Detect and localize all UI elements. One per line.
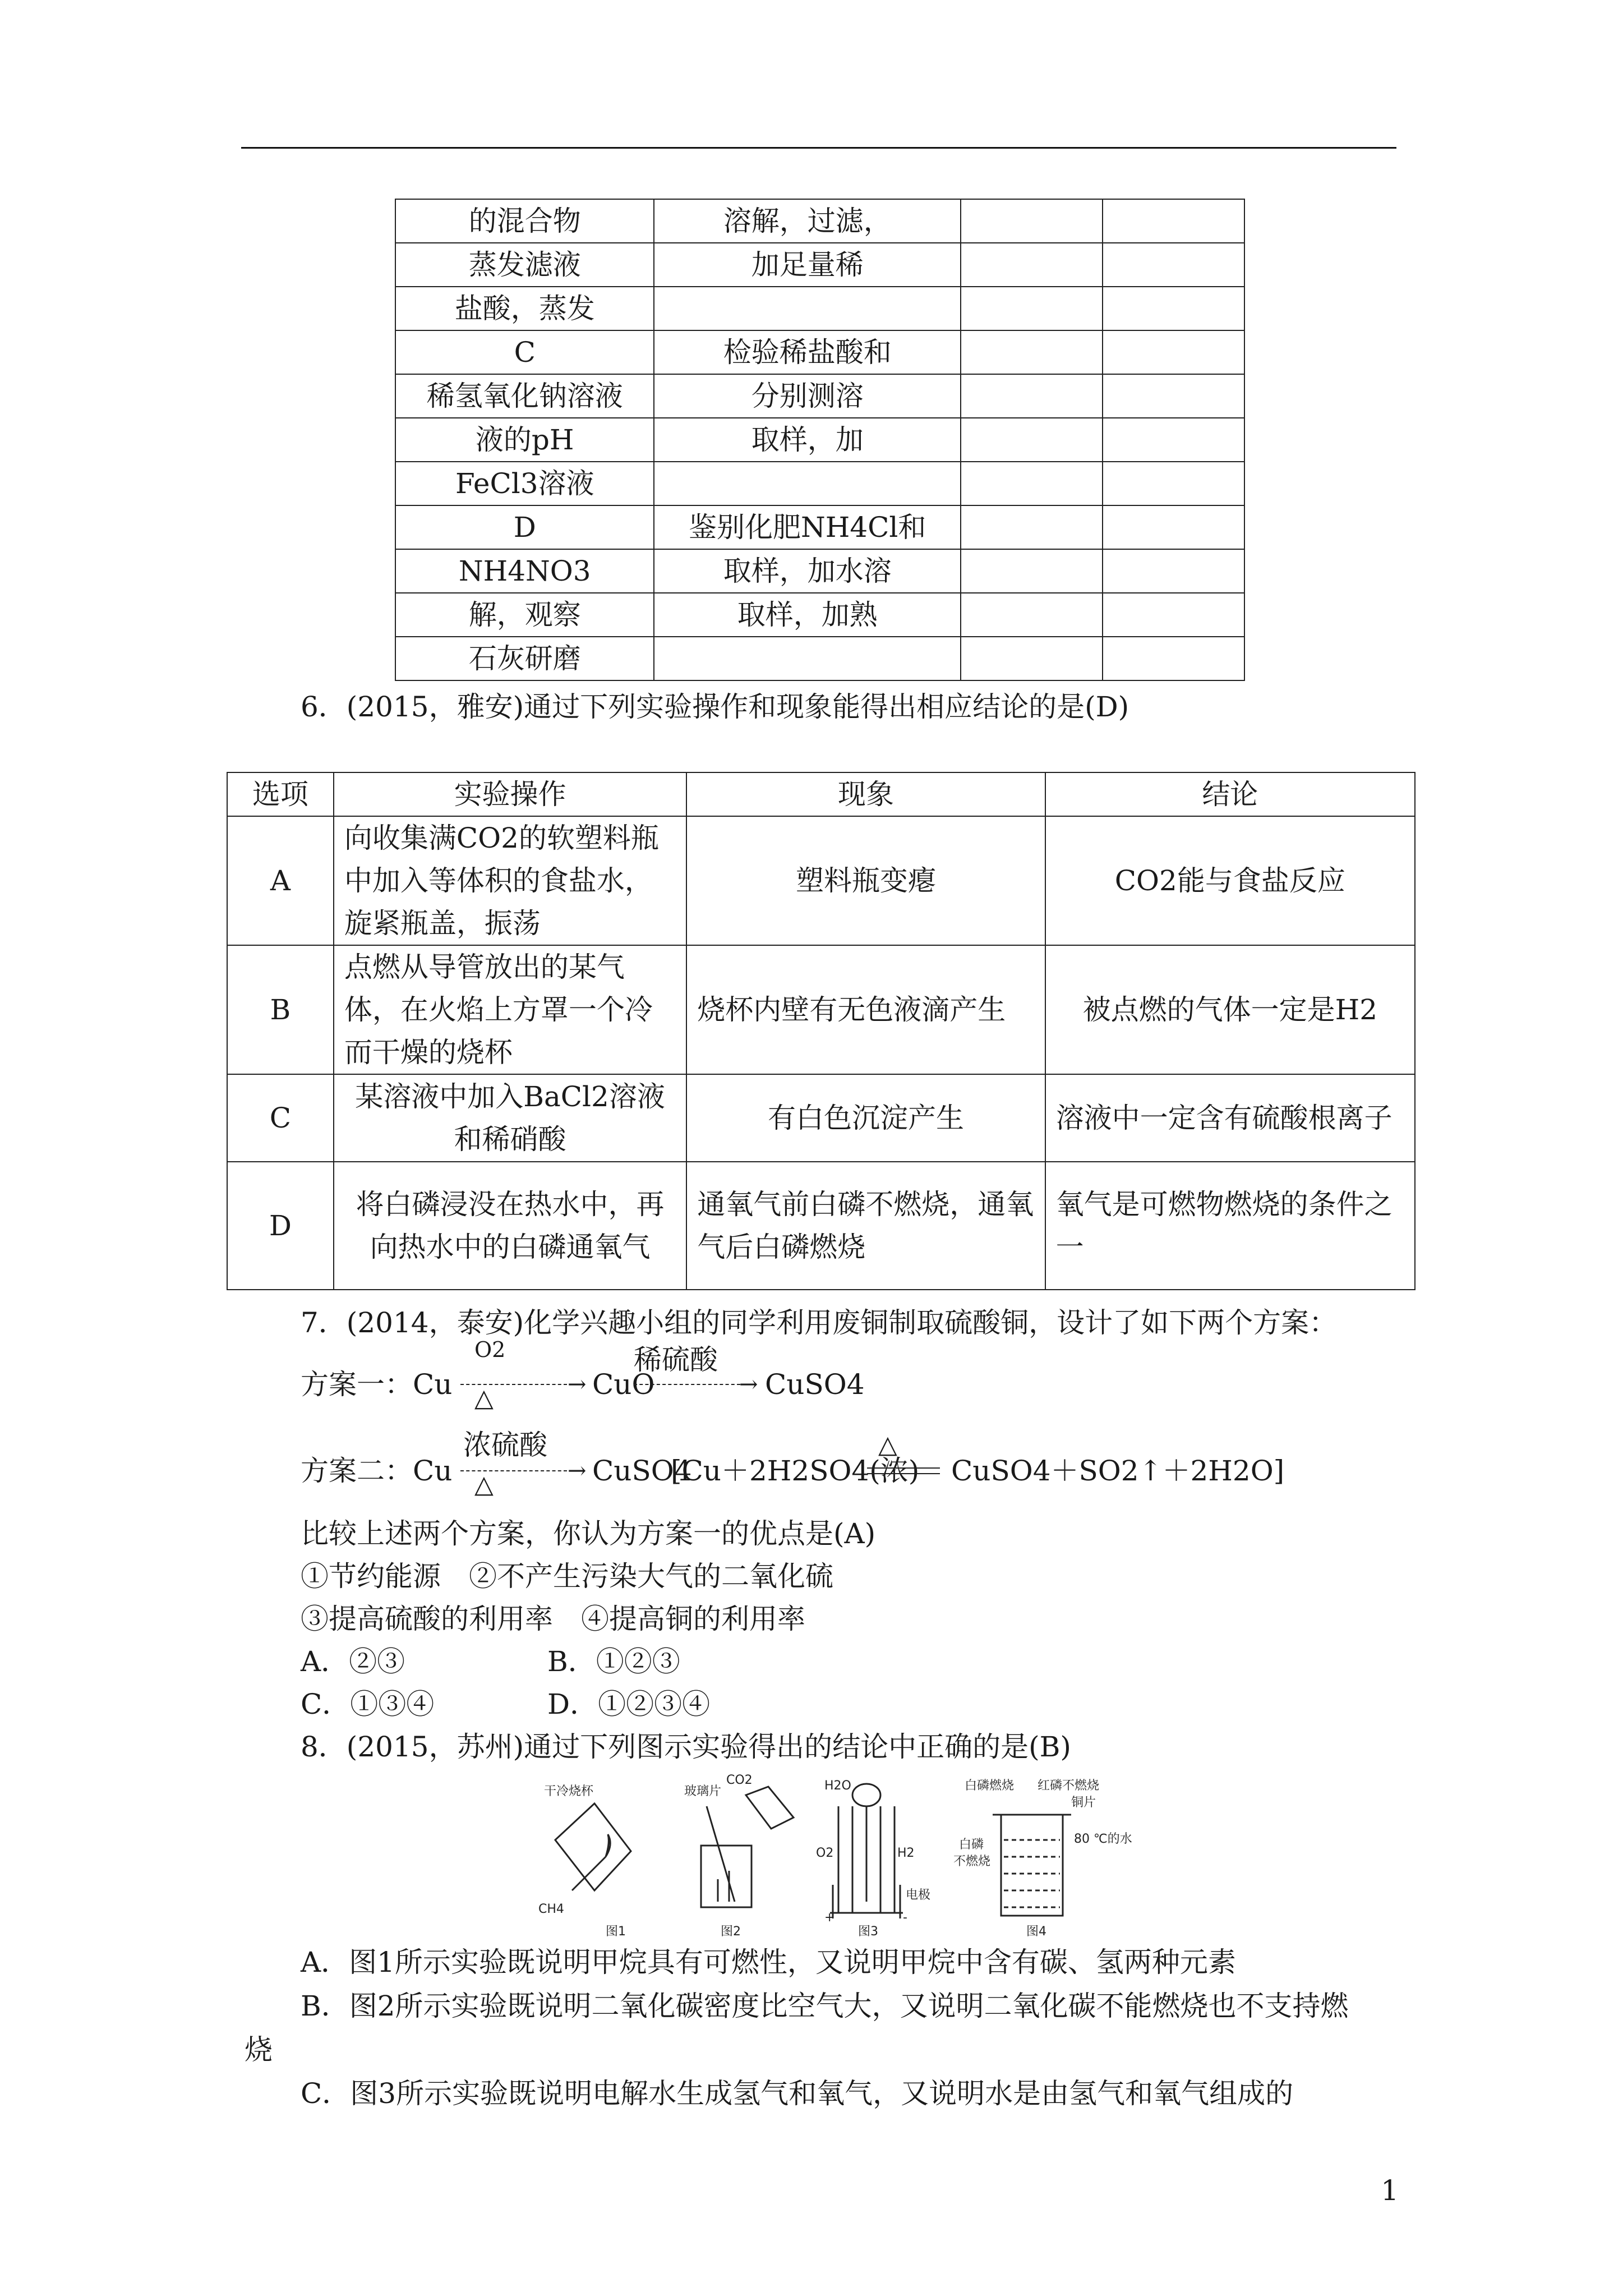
q8-option-c: C．图3所示实验既说明电解水生成氢气和氧气，又说明水是由氢气和氧气组成的	[301, 2077, 1294, 2110]
q7-plan1-mid: CuO	[592, 1368, 655, 1401]
q6-table	[227, 772, 1415, 1290]
fig2-apparatus-shape	[701, 1787, 794, 1907]
table-cell: 取样，加	[654, 418, 960, 462]
continuation-table	[395, 199, 1245, 681]
table-cell	[1103, 330, 1244, 374]
fig2-glass-label: 玻璃片	[684, 1784, 722, 1798]
fig2-gas-label: CO2	[726, 1773, 753, 1787]
table-cell: 取样，加水溶	[654, 549, 960, 593]
arrow-icon: →	[568, 1458, 587, 1484]
table-cell: 取样，加熟	[654, 593, 960, 637]
q7-plan2-cond-bottom: △	[474, 1470, 494, 1499]
eq-line-top	[867, 1467, 940, 1469]
table-cell	[961, 505, 1103, 549]
q6-row-conclusion: 溶液中一定含有硫酸根离子	[1045, 1074, 1415, 1162]
q7-plan2-eq-left: [Cu＋2H2SO4(浓)	[671, 1455, 920, 1487]
table-cell	[1103, 418, 1244, 462]
table-cell	[654, 462, 960, 505]
q6-row-conclusion: 被点燃的气体一定是H2	[1045, 945, 1415, 1074]
q7-plan1	[301, 1337, 1142, 1419]
table-cell: C	[395, 330, 654, 374]
table-cell: 液的pH	[395, 418, 654, 462]
fig4-water-label: 80 ℃的水	[1074, 1832, 1132, 1846]
table-cell: 鉴别化肥NH4Cl和	[654, 505, 960, 549]
table-cell: 石灰研磨	[395, 637, 654, 680]
fig4-rp-label: 红磷不燃烧	[1038, 1779, 1100, 1793]
q7-plan2-eq-right: CuSO4＋SO2↑＋2H2O]	[951, 1455, 1285, 1487]
table-cell	[1103, 287, 1244, 330]
q6-row-phenomenon: 通氧气前白磷不燃烧，通氧气后白磷燃烧	[686, 1162, 1045, 1290]
arrow-icon: →	[739, 1372, 758, 1397]
table-cell	[1103, 243, 1244, 287]
q7-plan2-cond-top: 浓硫酸	[463, 1429, 547, 1461]
q7-plan2-product: CuSO4	[592, 1455, 692, 1487]
table-cell: 解，观察	[395, 593, 654, 637]
eq-line-bottom	[867, 1473, 940, 1474]
q8-stem: 8．(2015，苏州)通过下列图示实验得出的结论中正确的是(B)	[301, 1731, 1071, 1763]
table-row	[395, 549, 1244, 593]
fig1-caption: 图1	[606, 1925, 626, 1939]
q6-row-conclusion: CO2能与食盐反应	[1045, 816, 1415, 945]
table-cell	[961, 199, 1103, 243]
table-cell	[1103, 505, 1244, 549]
table-cell: FeCl3溶液	[395, 462, 654, 505]
fig3-apparatus-shape	[830, 1784, 903, 1918]
q7-plan2-eq-cond: △	[878, 1430, 897, 1459]
table-cell	[961, 330, 1103, 374]
header-rule	[241, 147, 1396, 149]
q7-points1: ①节约能源 ②不产生污染大气的二氧化硫	[301, 1560, 833, 1593]
table-cell: 加足量稀	[654, 243, 960, 287]
table-cell: 盐酸，蒸发	[395, 287, 654, 330]
table-row	[395, 287, 1244, 330]
table-cell	[961, 549, 1103, 593]
table-cell	[961, 418, 1103, 462]
q6-row-phenomenon: 塑料瓶变瘪	[686, 816, 1045, 945]
table-cell	[654, 287, 960, 330]
q7-plan1-product: CuSO4	[765, 1368, 865, 1401]
table-cell	[1103, 374, 1244, 418]
table-row	[395, 462, 1244, 505]
q7-plan2-label: 方案二：Cu	[301, 1455, 453, 1487]
q6-header-conclusion: 结论	[1045, 772, 1415, 816]
fig4-wp-label: 白磷	[959, 1838, 984, 1852]
table-row	[395, 199, 1244, 243]
q7-plan1-cond-bottom: △	[474, 1384, 494, 1412]
fig3-electrode-label: 电极	[906, 1888, 931, 1902]
arrow-icon: →	[568, 1372, 587, 1397]
table-cell: 检验稀盐酸和	[654, 330, 960, 374]
q7-plan1-reagent2: 稀硫酸	[634, 1343, 718, 1376]
table-cell	[1103, 637, 1244, 680]
table-cell	[961, 637, 1103, 680]
table-cell	[961, 243, 1103, 287]
table-cell	[961, 462, 1103, 505]
table-cell	[1103, 462, 1244, 505]
table-row	[395, 243, 1244, 287]
table-cell: 的混合物	[395, 199, 654, 243]
fig4-beaker-shape	[993, 1815, 1071, 1916]
q6-row-operation: 某溶液中加入BaCl2溶液和稀硝酸	[334, 1074, 686, 1162]
fig4-noburn-label: 不燃烧	[953, 1855, 991, 1869]
fig3-h2-label: H2	[897, 1846, 915, 1860]
q7-plan1-arrow2-shaft	[634, 1384, 740, 1385]
table-row	[395, 593, 1244, 637]
fig2-caption: 图2	[721, 1925, 741, 1939]
experiment-figures	[533, 1773, 1138, 1941]
q7-option-d: D．①②③④	[547, 1688, 711, 1720]
table-cell: 蒸发滤液	[395, 243, 654, 287]
fig3-minus: -	[903, 1911, 907, 1925]
q7-plan1-label: 方案一：Cu	[301, 1368, 453, 1401]
table-cell	[1103, 199, 1244, 243]
fig4-caption: 图4	[1026, 1925, 1046, 1939]
q6-row-phenomenon: 烧杯内壁有无色液滴产生	[686, 945, 1045, 1074]
q6-row-conclusion: 氧气是可燃物燃烧的条件之一	[1045, 1162, 1415, 1290]
q6-row-operation: 点燃从导管放出的某气体，在火焰上方罩一个冷而干燥的烧杯	[334, 945, 686, 1074]
fig3-water-label: H2O	[824, 1779, 851, 1793]
fig3-caption: 图3	[858, 1925, 878, 1939]
table-row	[395, 505, 1244, 549]
fig1-beaker-label: 干冷烧杯	[544, 1784, 594, 1798]
page-number: 1	[1381, 2174, 1399, 2207]
q8-option-b-line1: B．图2所示实验既说明二氧化碳密度比空气大，又说明二氧化碳不能燃烧也不支持燃	[301, 1990, 1349, 2022]
q8-option-b-line2: 烧	[245, 2033, 273, 2066]
q7-points2: ③提高硫酸的利用率 ④提高铜的利用率	[301, 1603, 805, 1635]
q6-header-operation: 实验操作	[334, 772, 686, 816]
table-cell: D	[395, 505, 654, 549]
q6-row-option: C	[227, 1074, 334, 1162]
q6-row-option: B	[227, 945, 334, 1074]
q6-row-option: D	[227, 1162, 334, 1290]
q7-plan2	[301, 1427, 1411, 1506]
q6-row-option: A	[227, 816, 334, 945]
q8-option-a: A．图1所示实验既说明甲烷具有可燃性，又说明甲烷中含有碳、氢两种元素	[301, 1946, 1236, 1978]
q7-compare: 比较上述两个方案，你认为方案一的优点是(A)	[301, 1517, 876, 1550]
table-cell: 溶解，过滤，	[654, 199, 960, 243]
q6-row-operation: 向收集满CO2的软塑料瓶中加入等体积的食盐水，旋紧瓶盖，振荡	[334, 816, 686, 945]
fig1-beaker-shape	[555, 1803, 631, 1890]
q6-header-option: 选项	[227, 772, 334, 816]
fig4-copper-label: 铜片	[1071, 1796, 1096, 1810]
table-cell	[961, 287, 1103, 330]
fig4-wp-burn-label: 白磷燃烧	[965, 1779, 1015, 1793]
table-cell	[654, 637, 960, 680]
q7-stem: 7．(2014，泰安)化学兴趣小组的同学利用废铜制取硫酸铜，设计了如下两个方案：	[301, 1306, 1338, 1339]
table-row	[395, 374, 1244, 418]
q7-option-c: C．①③④	[301, 1688, 435, 1720]
table-row	[395, 418, 1244, 462]
fig3-o2-label: O2	[816, 1846, 834, 1860]
table-cell: 稀氢氧化钠溶液	[395, 374, 654, 418]
table-row	[395, 330, 1244, 374]
q6-stem: 6．(2015，雅安)通过下列实验操作和现象能得出相应结论的是(D)	[301, 691, 1129, 723]
q6-row-operation: 将白磷浸没在热水中，再向热水中的白磷通氧气	[334, 1162, 686, 1290]
table-cell: 分别测溶	[654, 374, 960, 418]
table-cell	[961, 593, 1103, 637]
q6-header-phenomenon: 现象	[686, 772, 1045, 816]
fig1-gas-label: CH4	[538, 1902, 564, 1916]
q7-plan1-cond-top: O2	[474, 1337, 506, 1362]
table-cell	[1103, 549, 1244, 593]
table-cell	[961, 374, 1103, 418]
q7-option-b: B．①②③	[547, 1645, 680, 1678]
table-cell: NH4NO3	[395, 549, 654, 593]
table-row	[395, 637, 1244, 680]
q7-option-a: A．②③	[301, 1645, 405, 1678]
table-cell	[1103, 593, 1244, 637]
fig3-plus-left: +	[824, 1911, 835, 1925]
q6-row-phenomenon: 有白色沉淀产生	[686, 1074, 1045, 1162]
